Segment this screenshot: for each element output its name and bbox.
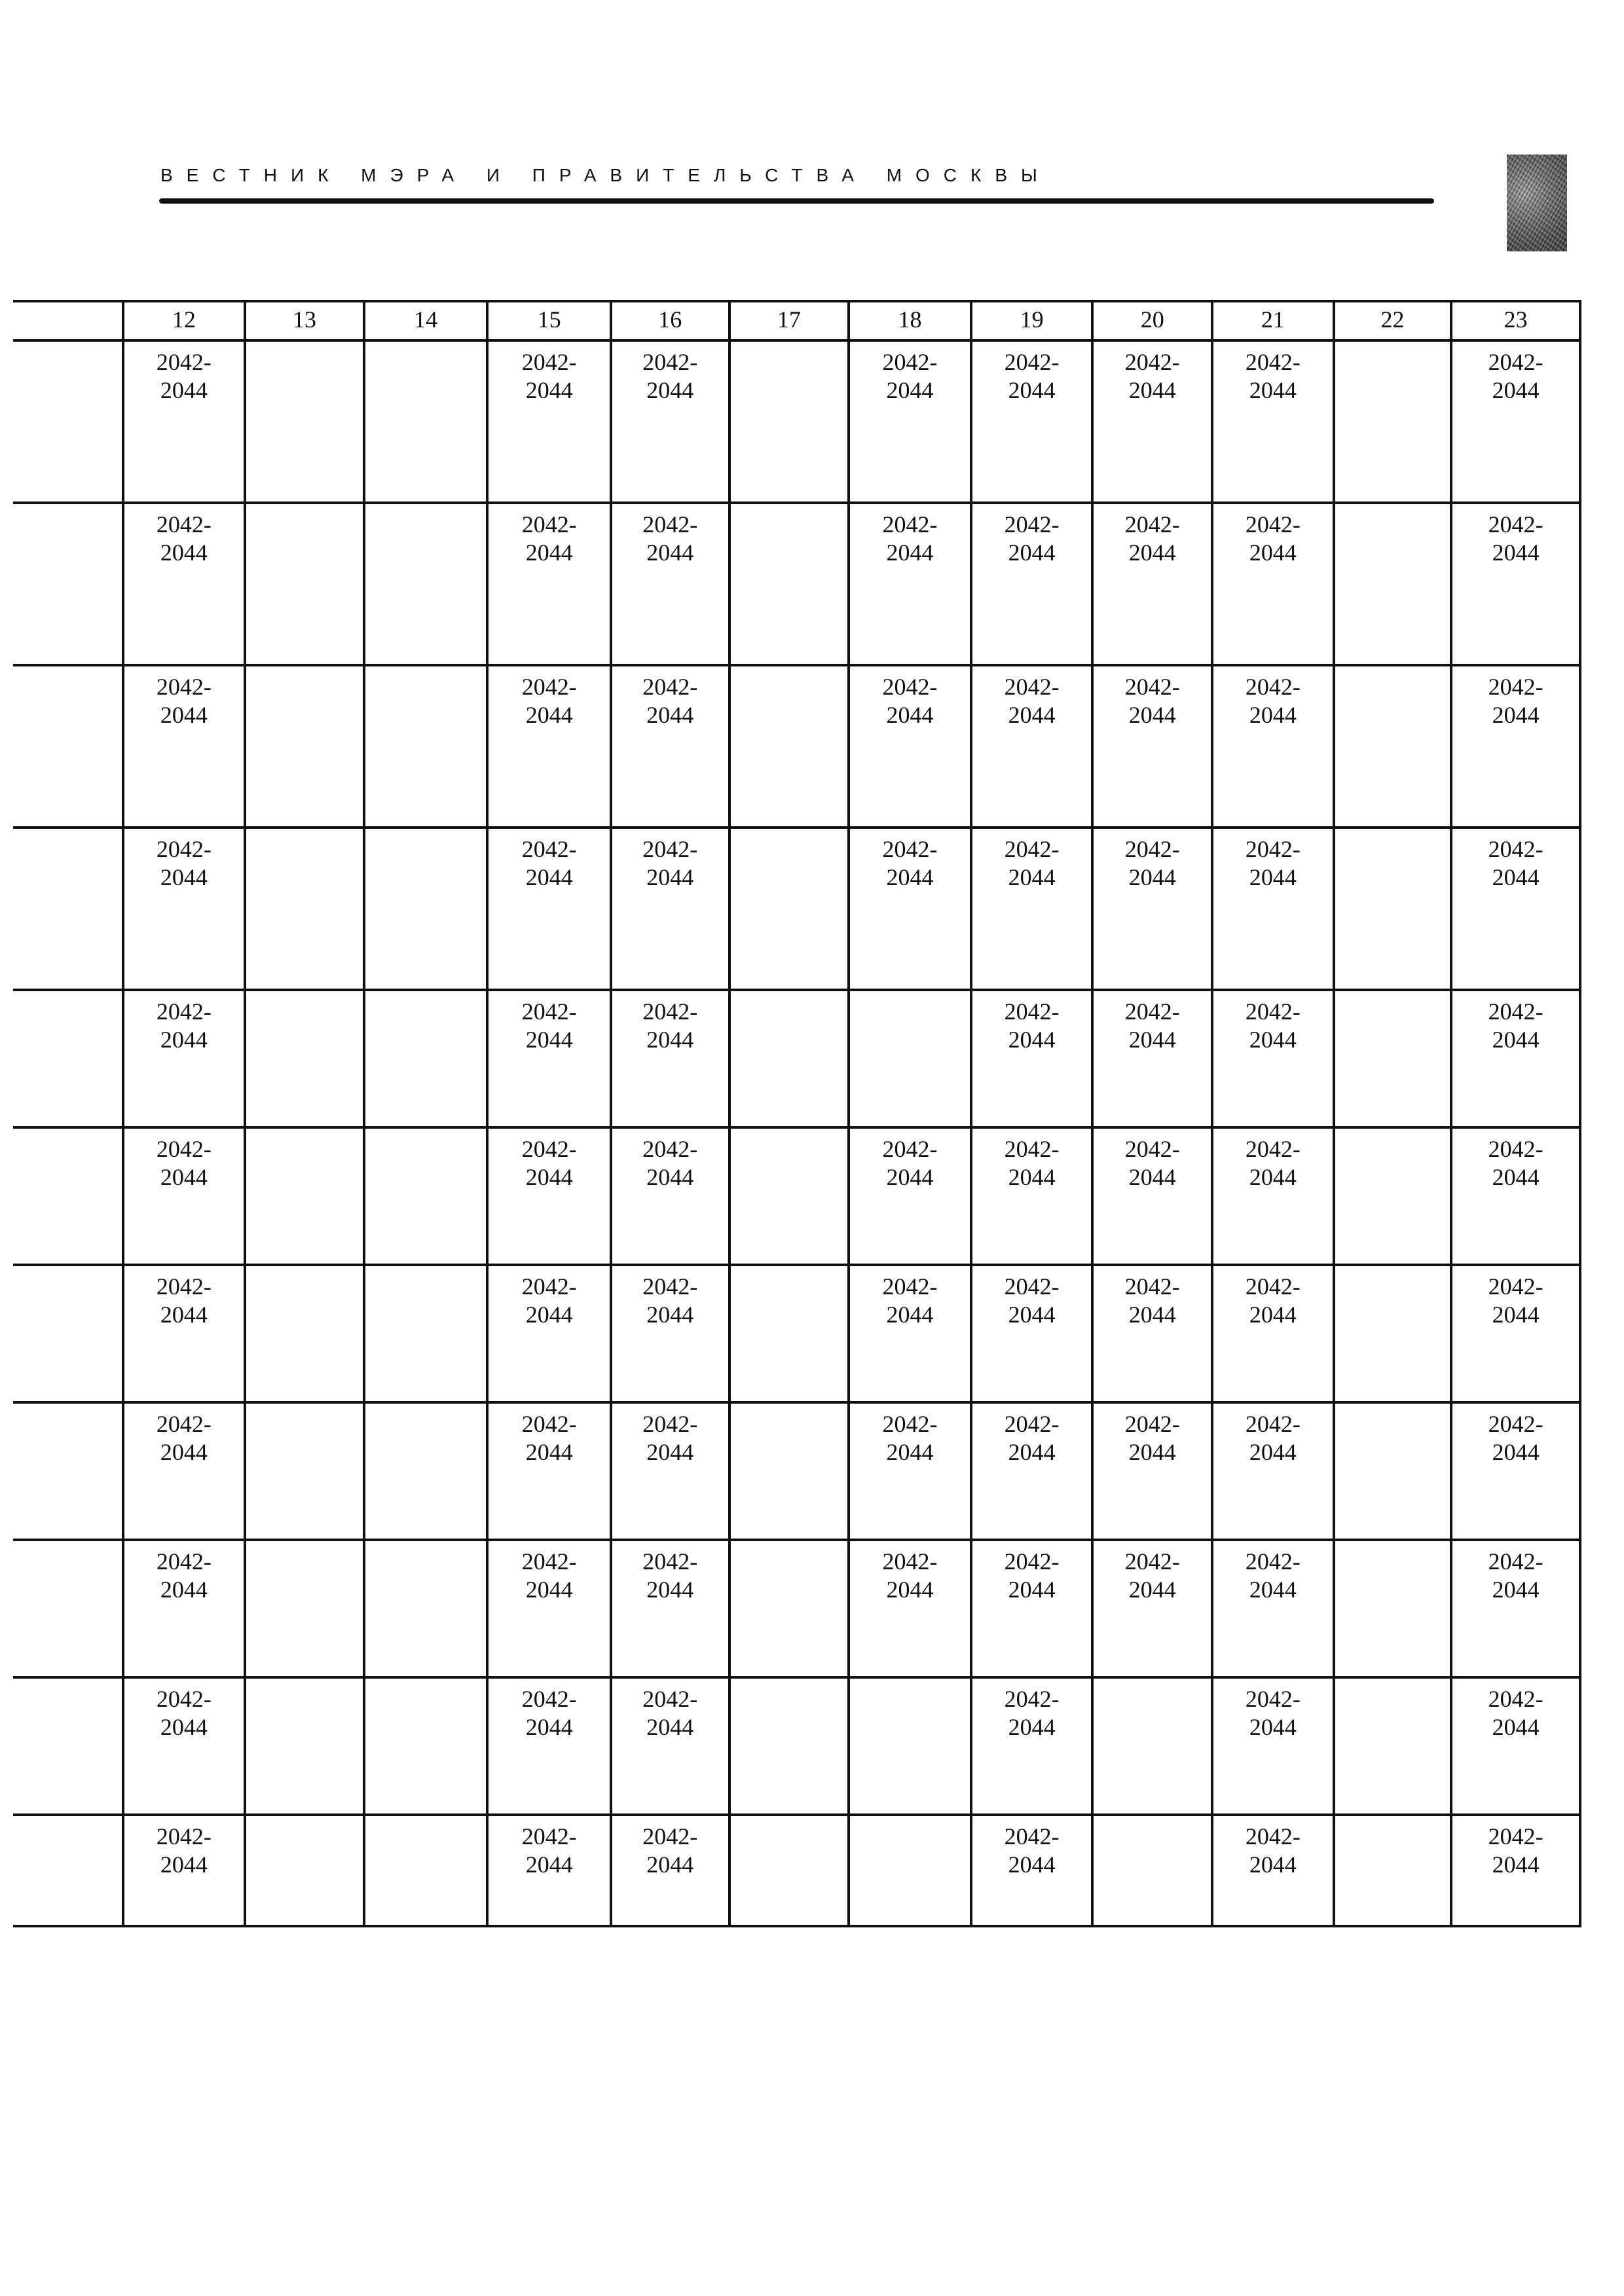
table-cell — [487, 1127, 611, 1265]
table-cell — [971, 1265, 1093, 1402]
column-header: 19 — [971, 301, 1093, 340]
cell-year-range: 2042- 2044 — [1124, 1411, 1180, 1465]
table-cell — [1212, 1540, 1334, 1677]
table-cell — [849, 340, 971, 503]
column-header: 17 — [729, 301, 849, 340]
table-cell — [729, 990, 849, 1127]
table-cell — [487, 1815, 611, 1926]
cell-year-range: 2042- 2044 — [521, 1548, 577, 1603]
table-cell — [123, 503, 246, 665]
table-cell — [487, 665, 611, 828]
table-cell — [487, 1402, 611, 1540]
table-cell — [1212, 990, 1334, 1127]
corner-mark-image — [1507, 155, 1567, 251]
table-cell — [245, 1127, 364, 1265]
table-cell — [123, 1265, 246, 1402]
table-cell — [1451, 1815, 1580, 1926]
cell-year-range: 2042- 2044 — [1004, 1823, 1060, 1878]
table-cell — [971, 1815, 1093, 1926]
table-cell — [611, 1127, 729, 1265]
table-cell — [849, 1265, 971, 1402]
cell-year-range: 2042- 2044 — [1004, 349, 1060, 403]
cell-year-range: 2042- 2044 — [882, 1136, 938, 1190]
table-cell — [123, 990, 246, 1127]
cell-year-range: 2042- 2044 — [521, 998, 577, 1053]
table-cell — [611, 1815, 729, 1926]
column-header: 21 — [1212, 301, 1334, 340]
table-cell — [849, 1815, 971, 1926]
column-header: 15 — [487, 301, 611, 340]
header-rule — [159, 198, 1434, 204]
cell-year-range: 2042- 2044 — [521, 1273, 577, 1328]
table-cell — [1092, 1265, 1212, 1402]
table-cell — [487, 340, 611, 503]
table-cell — [123, 665, 246, 828]
table-cell — [1334, 1265, 1452, 1402]
column-header: 12 — [123, 301, 246, 340]
cell-year-range: 2042- 2044 — [1245, 1411, 1301, 1465]
table-cell — [971, 828, 1093, 990]
column-header: 14 — [364, 301, 488, 340]
table-cell — [1092, 1127, 1212, 1265]
cell-year-range: 2042- 2044 — [1488, 674, 1543, 728]
cell-year-range: 2042- 2044 — [521, 1136, 577, 1190]
table-cell — [1092, 1815, 1212, 1926]
table-cell — [1212, 340, 1334, 503]
cell-year-range: 2042- 2044 — [1004, 1273, 1060, 1328]
cell-year-range: 2042- 2044 — [642, 1686, 698, 1740]
cell-year-range: 2042- 2044 — [156, 1686, 212, 1740]
table-cell — [364, 828, 488, 990]
table-cell — [1212, 1815, 1334, 1926]
running-head-title: ВЕСТНИК МЭРА И ПРАВИТЕЛЬСТВА МОСКВЫ — [160, 165, 1051, 185]
cell-year-range: 2042- 2044 — [156, 511, 212, 566]
cell-year-range: 2042- 2044 — [1245, 998, 1301, 1053]
table-cell — [849, 1677, 971, 1815]
table-cell — [849, 828, 971, 990]
table-cell — [1334, 828, 1452, 990]
table-cell — [611, 1402, 729, 1540]
table-cell — [364, 1265, 488, 1402]
cell-year-range: 2042- 2044 — [521, 836, 577, 890]
table-cell — [245, 1540, 364, 1677]
table-header-row — [13, 301, 1580, 340]
cell-year-range: 2042- 2044 — [156, 998, 212, 1053]
table-cell — [849, 1127, 971, 1265]
table-cell — [1092, 990, 1212, 1127]
table-cell — [123, 1127, 246, 1265]
cell-year-range: 2042- 2044 — [1488, 1411, 1543, 1465]
table-cell — [245, 1402, 364, 1540]
cell-year-range: 2042- 2044 — [1124, 511, 1180, 566]
table-cell — [1334, 1677, 1452, 1815]
row-stub-cell — [13, 1402, 123, 1540]
cell-year-range: 2042- 2044 — [156, 1548, 212, 1603]
table-cell — [1092, 503, 1212, 665]
schedule-table — [13, 300, 1581, 1927]
table-cell — [729, 1265, 849, 1402]
table-cell — [123, 828, 246, 990]
table-cell — [245, 340, 364, 503]
table-cell — [364, 1540, 488, 1677]
table-cell — [1451, 990, 1580, 1127]
table-cell — [487, 1540, 611, 1677]
table-row — [13, 1265, 1580, 1402]
cell-year-range: 2042- 2044 — [1488, 1136, 1543, 1190]
cell-year-range: 2042- 2044 — [1245, 349, 1301, 403]
table-cell — [487, 1265, 611, 1402]
table-cell — [611, 1540, 729, 1677]
table-cell — [364, 1815, 488, 1926]
column-header: 13 — [245, 301, 364, 340]
cell-year-range: 2042- 2044 — [882, 836, 938, 890]
row-stub-cell — [13, 665, 123, 828]
header-stub-cell — [13, 301, 123, 340]
column-header: 20 — [1092, 301, 1212, 340]
row-stub-cell — [13, 1265, 123, 1402]
cell-year-range: 2042- 2044 — [156, 1273, 212, 1328]
table-cell — [971, 1127, 1093, 1265]
cell-year-range: 2042- 2044 — [156, 349, 212, 403]
table-cell — [245, 503, 364, 665]
table-cell — [1334, 1815, 1452, 1926]
table-cell — [611, 990, 729, 1127]
cell-year-range: 2042- 2044 — [1245, 1548, 1301, 1603]
cell-year-range: 2042- 2044 — [882, 1548, 938, 1603]
cell-year-range: 2042- 2044 — [1004, 674, 1060, 728]
table-cell — [849, 990, 971, 1127]
cell-year-range: 2042- 2044 — [156, 836, 212, 890]
table-cell — [729, 1815, 849, 1926]
table-cell — [1334, 665, 1452, 828]
cell-year-range: 2042- 2044 — [642, 511, 698, 566]
table-row — [13, 990, 1580, 1127]
table-cell — [729, 1127, 849, 1265]
table-cell — [1212, 503, 1334, 665]
table-cell — [123, 1677, 246, 1815]
table-cell — [611, 828, 729, 990]
table-cell — [1451, 1127, 1580, 1265]
table-cell — [729, 665, 849, 828]
cell-year-range: 2042- 2044 — [1245, 1136, 1301, 1190]
row-stub-cell — [13, 340, 123, 503]
table-cell — [1212, 665, 1334, 828]
cell-year-range: 2042- 2044 — [1245, 1823, 1301, 1878]
table-cell — [1334, 1402, 1452, 1540]
cell-year-range: 2042- 2044 — [1004, 836, 1060, 890]
table-cell — [245, 1677, 364, 1815]
table-cell — [123, 1402, 246, 1540]
cell-year-range: 2042- 2044 — [1245, 674, 1301, 728]
row-stub-cell — [13, 1815, 123, 1926]
column-header: 23 — [1451, 301, 1580, 340]
cell-year-range: 2042- 2044 — [642, 1823, 698, 1878]
table-cell — [1451, 503, 1580, 665]
table-cell — [611, 503, 729, 665]
cell-year-range: 2042- 2044 — [1488, 1548, 1543, 1603]
cell-year-range: 2042- 2044 — [1004, 1411, 1060, 1465]
column-header: 22 — [1334, 301, 1452, 340]
table-cell — [364, 665, 488, 828]
cell-year-range: 2042- 2044 — [642, 349, 698, 403]
cell-year-range: 2042- 2044 — [156, 1823, 212, 1878]
table-cell — [971, 1402, 1093, 1540]
cell-year-range: 2042- 2044 — [882, 1411, 938, 1465]
row-stub-cell — [13, 1127, 123, 1265]
cell-year-range: 2042- 2044 — [521, 1411, 577, 1465]
table-cell — [364, 1402, 488, 1540]
table-cell — [245, 1815, 364, 1926]
table-row — [13, 1402, 1580, 1540]
table-cell — [971, 990, 1093, 1127]
table-cell — [1451, 1402, 1580, 1540]
table-cell — [1334, 340, 1452, 503]
cell-year-range: 2042- 2044 — [1488, 1823, 1543, 1878]
cell-year-range: 2042- 2044 — [642, 674, 698, 728]
cell-year-range: 2042- 2044 — [1245, 1686, 1301, 1740]
cell-year-range: 2042- 2044 — [1124, 349, 1180, 403]
table-cell — [245, 828, 364, 990]
table-cell — [1334, 1540, 1452, 1677]
table-row — [13, 1677, 1580, 1815]
cell-year-range: 2042- 2044 — [1245, 1273, 1301, 1328]
table-cell — [1451, 340, 1580, 503]
table-cell — [245, 1265, 364, 1402]
cell-year-range: 2042- 2044 — [1124, 836, 1180, 890]
table-cell — [1451, 1540, 1580, 1677]
table-cell — [1092, 828, 1212, 990]
cell-year-range: 2042- 2044 — [1488, 998, 1543, 1053]
table-cell — [123, 340, 246, 503]
cell-year-range: 2042- 2044 — [1488, 349, 1543, 403]
cell-year-range: 2042- 2044 — [1124, 1136, 1180, 1190]
cell-year-range: 2042- 2044 — [642, 1273, 698, 1328]
table-row — [13, 665, 1580, 828]
table-cell — [1212, 1677, 1334, 1815]
cell-year-range: 2042- 2044 — [642, 1548, 698, 1603]
cell-year-range: 2042- 2044 — [642, 836, 698, 890]
table-cell — [611, 1677, 729, 1815]
table-cell — [1092, 1540, 1212, 1677]
table-cell — [611, 665, 729, 828]
table-cell — [971, 503, 1093, 665]
cell-year-range: 2042- 2044 — [1245, 836, 1301, 890]
cell-year-range: 2042- 2044 — [642, 998, 698, 1053]
table-cell — [729, 340, 849, 503]
table-cell — [849, 665, 971, 828]
table-cell — [971, 340, 1093, 503]
row-stub-cell — [13, 1677, 123, 1815]
cell-year-range: 2042- 2044 — [1245, 511, 1301, 566]
cell-year-range: 2042- 2044 — [1124, 998, 1180, 1053]
table-cell — [1092, 340, 1212, 503]
cell-year-range: 2042- 2044 — [1004, 1136, 1060, 1190]
table-cell — [487, 503, 611, 665]
table-cell — [1334, 503, 1452, 665]
table-cell — [364, 1127, 488, 1265]
table-row — [13, 340, 1580, 503]
row-stub-cell — [13, 1540, 123, 1677]
table-cell — [849, 1402, 971, 1540]
cell-year-range: 2042- 2044 — [156, 674, 212, 728]
table-cell — [123, 1540, 246, 1677]
table-cell — [245, 665, 364, 828]
table-cell — [1451, 828, 1580, 990]
table-cell — [487, 828, 611, 990]
table-cell — [1092, 665, 1212, 828]
column-header: 16 — [611, 301, 729, 340]
cell-year-range: 2042- 2044 — [882, 1273, 938, 1328]
row-stub-cell — [13, 990, 123, 1127]
table-cell — [849, 1540, 971, 1677]
cell-year-range: 2042- 2044 — [1488, 1686, 1543, 1740]
cell-year-range: 2042- 2044 — [1488, 511, 1543, 566]
table-cell — [1451, 665, 1580, 828]
cell-year-range: 2042- 2044 — [156, 1136, 212, 1190]
table-cell — [1334, 1127, 1452, 1265]
row-stub-cell — [13, 503, 123, 665]
table-cell — [1212, 1402, 1334, 1540]
table-cell — [729, 503, 849, 665]
table-cell — [729, 828, 849, 990]
table-cell — [1212, 828, 1334, 990]
cell-year-range: 2042- 2044 — [1004, 1686, 1060, 1740]
cell-year-range: 2042- 2044 — [521, 349, 577, 403]
table-cell — [849, 503, 971, 665]
cell-year-range: 2042- 2044 — [1488, 836, 1543, 890]
table-cell — [971, 1540, 1093, 1677]
table-cell — [245, 990, 364, 1127]
table-cell — [1092, 1402, 1212, 1540]
table-cell — [364, 340, 488, 503]
table-cell — [364, 1677, 488, 1815]
cell-year-range: 2042- 2044 — [1004, 511, 1060, 566]
cell-year-range: 2042- 2044 — [1488, 1273, 1543, 1328]
table-cell — [1451, 1677, 1580, 1815]
table-cell — [971, 1677, 1093, 1815]
table-cell — [611, 1265, 729, 1402]
column-header: 18 — [849, 301, 971, 340]
table-cell — [487, 990, 611, 1127]
table-cell — [1334, 990, 1452, 1127]
cell-year-range: 2042- 2044 — [642, 1411, 698, 1465]
cell-year-range: 2042- 2044 — [1124, 674, 1180, 728]
cell-year-range: 2042- 2044 — [156, 1411, 212, 1465]
cell-year-range: 2042- 2044 — [1004, 1548, 1060, 1603]
table-cell — [1212, 1265, 1334, 1402]
cell-year-range: 2042- 2044 — [1124, 1548, 1180, 1603]
cell-year-range: 2042- 2044 — [642, 1136, 698, 1190]
table-cell — [729, 1677, 849, 1815]
table-cell — [611, 340, 729, 503]
table-row — [13, 1815, 1580, 1926]
table-cell — [364, 990, 488, 1127]
table-cell — [1451, 1265, 1580, 1402]
table-cell — [971, 665, 1093, 828]
table-row — [13, 503, 1580, 665]
table-cell — [364, 503, 488, 665]
cell-year-range: 2042- 2044 — [521, 1823, 577, 1878]
cell-year-range: 2042- 2044 — [1124, 1273, 1180, 1328]
cell-year-range: 2042- 2044 — [521, 1686, 577, 1740]
cell-year-range: 2042- 2044 — [521, 511, 577, 566]
row-stub-cell — [13, 828, 123, 990]
table-cell — [1092, 1677, 1212, 1815]
table-cell — [729, 1402, 849, 1540]
cell-year-range: 2042- 2044 — [882, 511, 938, 566]
cell-year-range: 2042- 2044 — [1004, 998, 1060, 1053]
table-cell — [123, 1815, 246, 1926]
table-row — [13, 1540, 1580, 1677]
table-cell — [729, 1540, 849, 1677]
cell-year-range: 2042- 2044 — [882, 674, 938, 728]
table-row — [13, 828, 1580, 990]
table-cell — [487, 1677, 611, 1815]
table-row — [13, 1127, 1580, 1265]
table-cell — [1212, 1127, 1334, 1265]
cell-year-range: 2042- 2044 — [521, 674, 577, 728]
cell-year-range: 2042- 2044 — [882, 349, 938, 403]
table-body — [13, 340, 1580, 1926]
